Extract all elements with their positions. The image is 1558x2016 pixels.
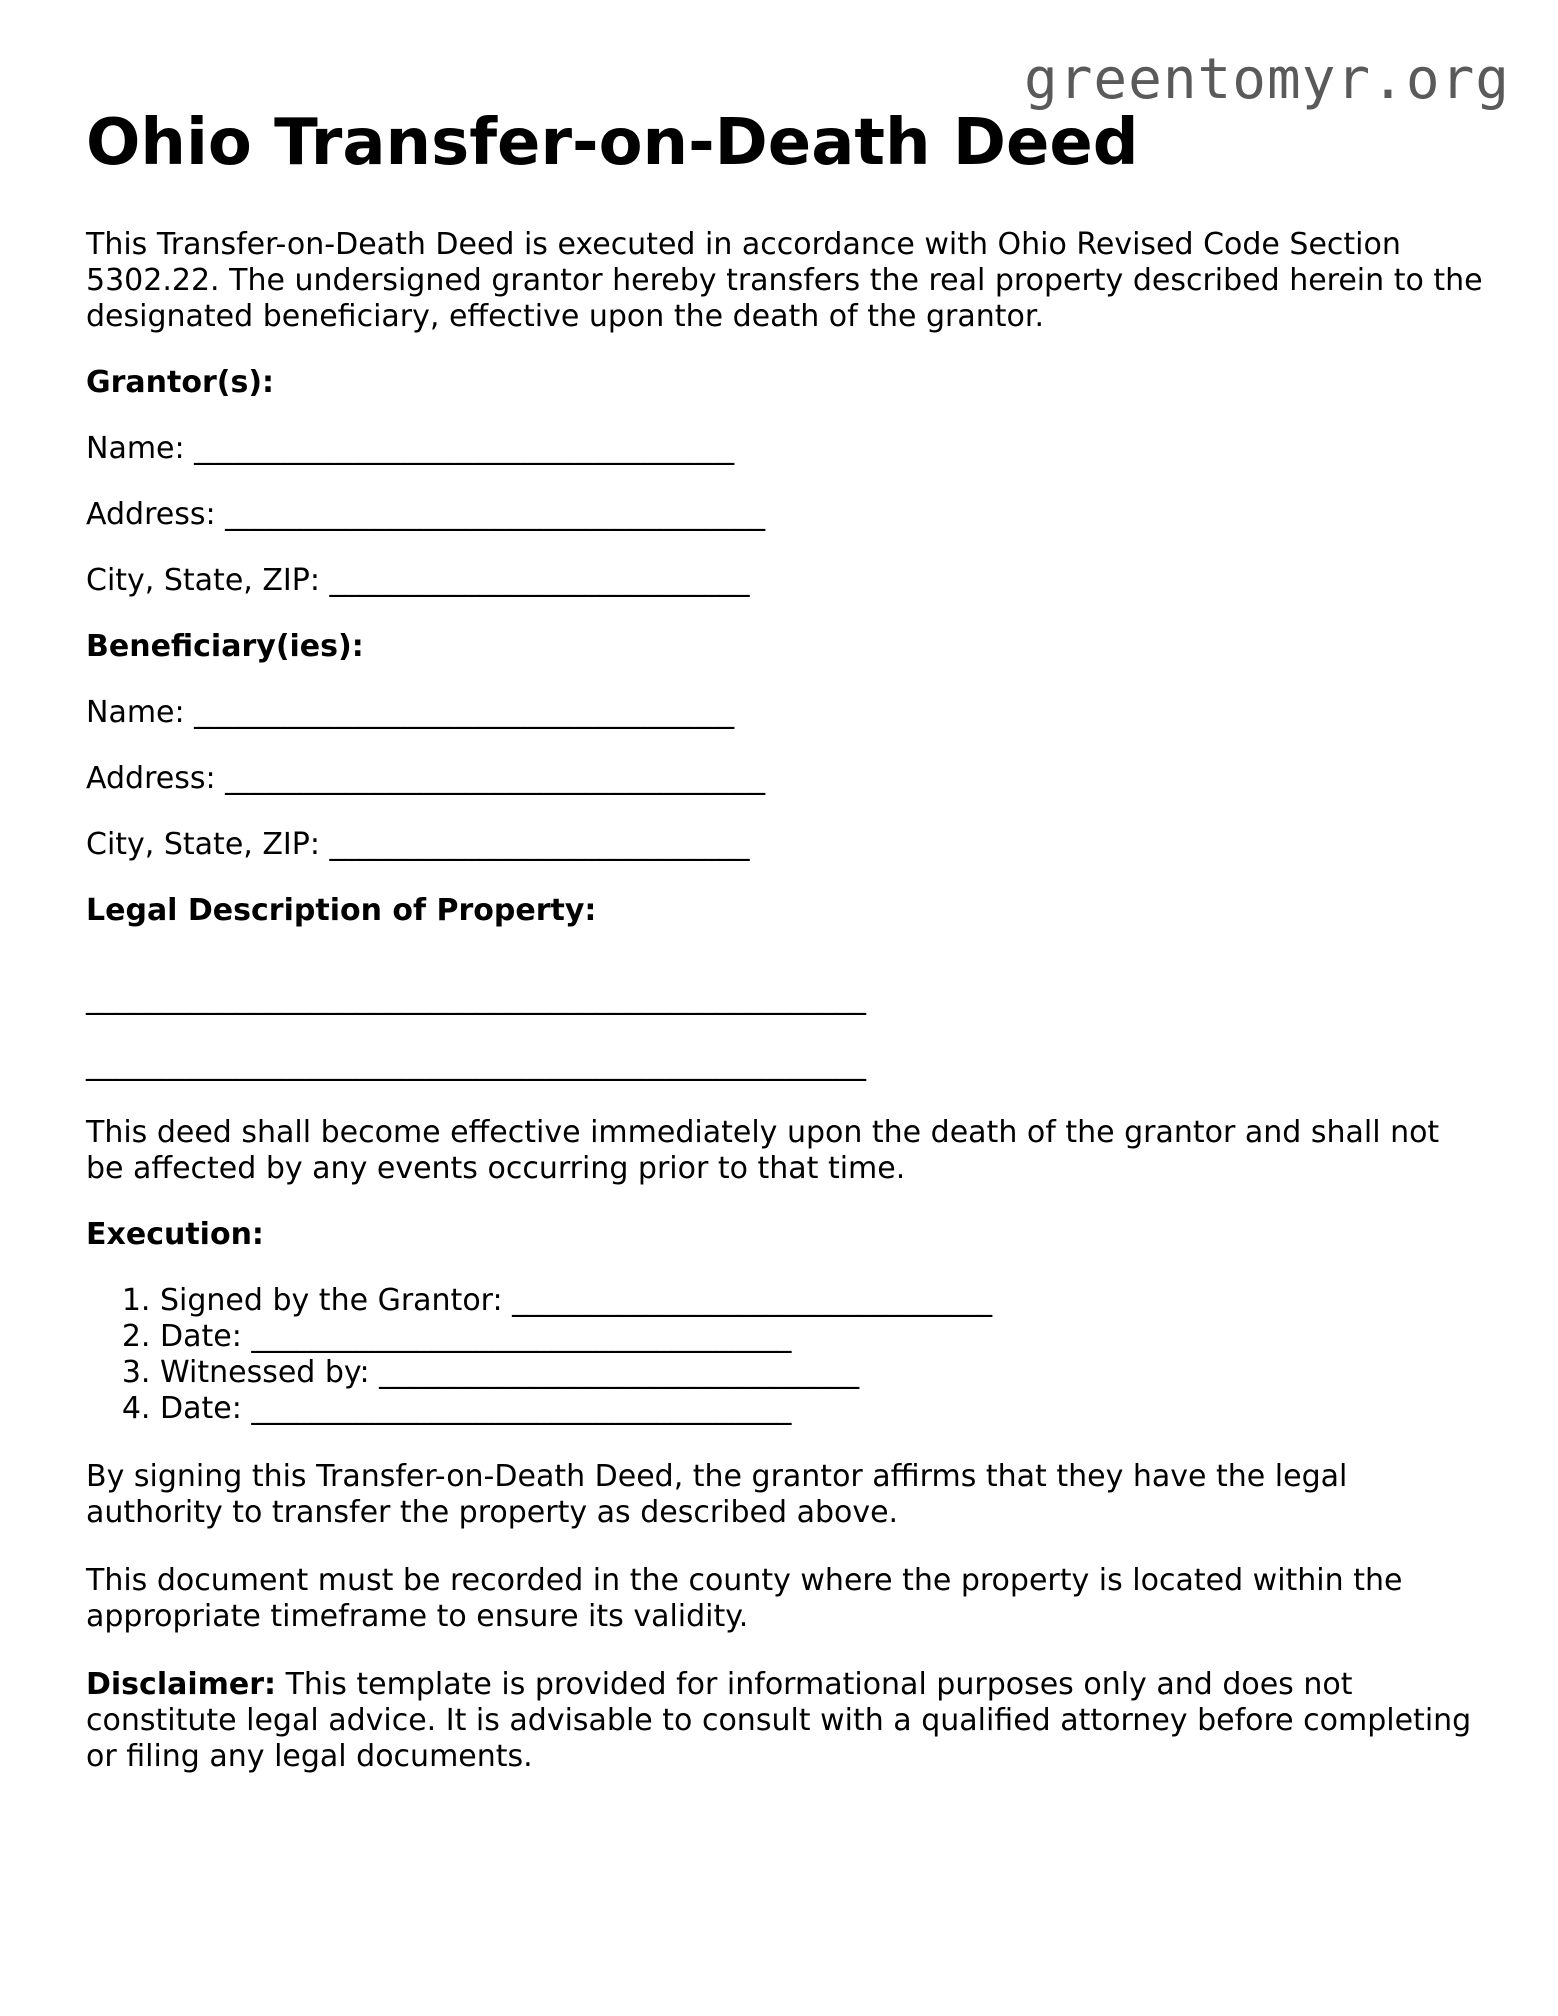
affirm-paragraph: By signing this Transfer-on-Death Deed, the grantor affirms that they have the legal authority to transfer the property as described above.: [86, 1459, 1348, 1531]
disclaimer-text: This template is provided for informational purposes only and does not constitute legal advice. It is advisable to consult with a qualified attorney before completing or filing any legal documents.: [86, 1667, 1472, 1775]
grantor-name-field: Name: ____________________________________: [86, 431, 735, 467]
legal-description-line: ____________________________________________________: [86, 1047, 866, 1083]
grantor-city-field: City, State, ZIP: ____________________________: [86, 563, 750, 599]
document-page: [86, 106, 1486, 1775]
legal-description-line: ____________________________________________________: [86, 981, 866, 1017]
disclaimer-paragraph: [86, 1667, 1486, 1775]
execution-item-date: 2. Date: ____________________________________: [160, 1319, 1486, 1355]
intro-paragraph: This Transfer-on-Death Deed is executed in accordance with Ohio Revised Code Section 5302.22. The undersigned grantor hereby transfers the real property described herein to the designated beneficiary, effective upon the death of the grantor.: [86, 227, 1483, 335]
watermark: greentomyr.org: [1023, 47, 1510, 112]
page-title: Ohio Transfer-on-Death Deed: [86, 106, 1139, 180]
beneficiary-name-field: Name: ____________________________________: [86, 695, 735, 731]
execution-item-witness: 3. Witnessed by: ________________________________: [160, 1355, 1486, 1391]
grantor-heading: Grantor(s):: [86, 365, 275, 401]
legal-description-heading: Legal Description of Property:: [86, 893, 597, 929]
disclaimer-label: Disclaimer:: [86, 1667, 277, 1703]
grantor-address-field: Address: ____________________________________: [86, 497, 766, 533]
execution-item-signed: 1. Signed by the Grantor: ________________________________: [160, 1283, 1486, 1319]
execution-heading: Execution:: [86, 1217, 264, 1253]
execution-list: [86, 1283, 1486, 1427]
beneficiary-city-field: City, State, ZIP: ____________________________: [86, 827, 750, 863]
effective-paragraph: This deed shall become effective immediately upon the death of the grantor and shall not be affected by any events occurring prior to that time.: [86, 1115, 1440, 1187]
beneficiary-heading: Beneficiary(ies):: [86, 629, 364, 665]
beneficiary-address-field: Address: ____________________________________: [86, 761, 766, 797]
record-paragraph: This document must be recorded in the county where the property is located within the appropriate timeframe to ensure its validity.: [86, 1563, 1403, 1635]
execution-item-date: 4. Date: ____________________________________: [160, 1391, 1486, 1427]
